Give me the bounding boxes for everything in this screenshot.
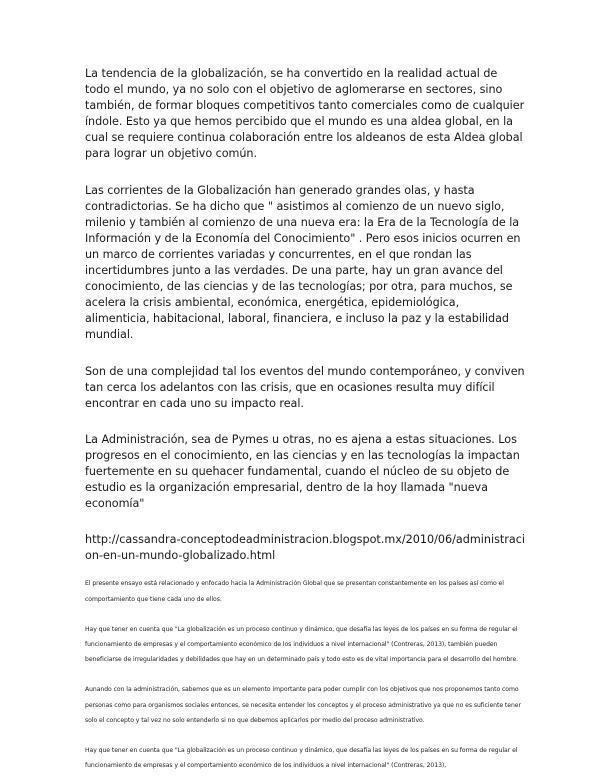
paragraph-globalization-trend: La tendencia de la globalización, se ha convertido en la realidad actual de todo el mundo, ya no solo con el objetivo de aglomerarse en sectores, sino también, de formar bloques competitivos tanto comerciales como de cualquier índole. Esto ya que hemos percibido que el mundo es una aldea global, en la cual se requiere continua colaboración entre los aldeanos de esta Aldea global para lograr un objetivo común. — [85, 67, 525, 161]
small-paragraph-globalization-quote-repeat: Hay que tener en cuenta que "La globalización es un proceso continuo y dinámico, que desafía las leyes de los países en su forma de regular el funcionamiento de empresas y el comportamiento económico de los individuos a nivel internacional" (Contreras, 2013), — [85, 747, 518, 770]
paragraph-administration: La Administración, sea de Pymes u otras, no es ajena a estas situaciones. Los progresos en el conocimiento, en las ciencias y en las tecnologías la impactan fuertemente en su quehacer fundamental, cuando el núcleo de su objeto de estudio es la organización empresarial, dentro de la hoy llamada "nueva economía" — [85, 432, 520, 511]
small-paragraph-essay-intro: El presente ensayo está relacionado y enfocado hacia la Administración Global que se presentan constantemente en los países así como el comportamiento que tiene cada uno de ellos. — [85, 580, 504, 603]
paragraph-globalization-currents: Las corrientes de la Globalización han generado grandes olas, y hasta contradictorias. Se ha dicho que " asistimos al comienzo de un nuevo siglo, milenio y también al comienzo de una nueva era: la Era de la Tecnología de la Información y de la Economía del Conocimiento" . Pero esos inicios ocurren en un marco de corrientes variadas y concurrentes, en el que rondan las incertidumbres junto a las verdades. De una parte, hay un gran avance del conocimiento, de las ciencias y de las tecnologías; por otra, para muchos, se acelera la crisis ambiental, económica, energética, epidemiológica, alimenticia, habitacional, laboral, financiera, e incluso la paz y la estabilidad mundial. — [85, 183, 521, 342]
document-page — [85, 66, 525, 773]
small-paragraph-administration-objectives: Aunando con la administración, sabemos que es un elemento importante para poder cumplir con los objetivos que nos proponemos tanto como personas como para organismos sociales entonces, se necesita entender los conceptos y el proceso administrativo ya que no es suficiente tener solo el concepto y tal vez no solo entenderlo si no que debemos aplicarlos por medio del proceso administrativo. — [85, 686, 521, 724]
small-paragraph-globalization-quote: Hay que tener en cuenta que "La globalización es un proceso continuo y dinámico, que desafía las leyes de los países en su forma de regular el funcionamiento de empresas y el comportamiento económico de los individuos a nivel internacional" (Contreras, 2013), también pueden beneficiarse de irregularidades y debilidades que hay en un determinado país y todo esto es de vital importancia para el desarrollo del hombre. — [85, 625, 519, 664]
source-url: http://cassandra-conceptodeadministracion.blogspot.mx/2010/06/administracion-en-un-mundo-globalizado.html — [85, 533, 525, 563]
paragraph-contemporary-complexity: Son de una complejidad tal los eventos del mundo contemporáneo, y conviven tan cerca los adelantos con las crisis, que en ocasiones resulta muy difícil encontrar en cada uno su impacto real. — [85, 364, 525, 410]
